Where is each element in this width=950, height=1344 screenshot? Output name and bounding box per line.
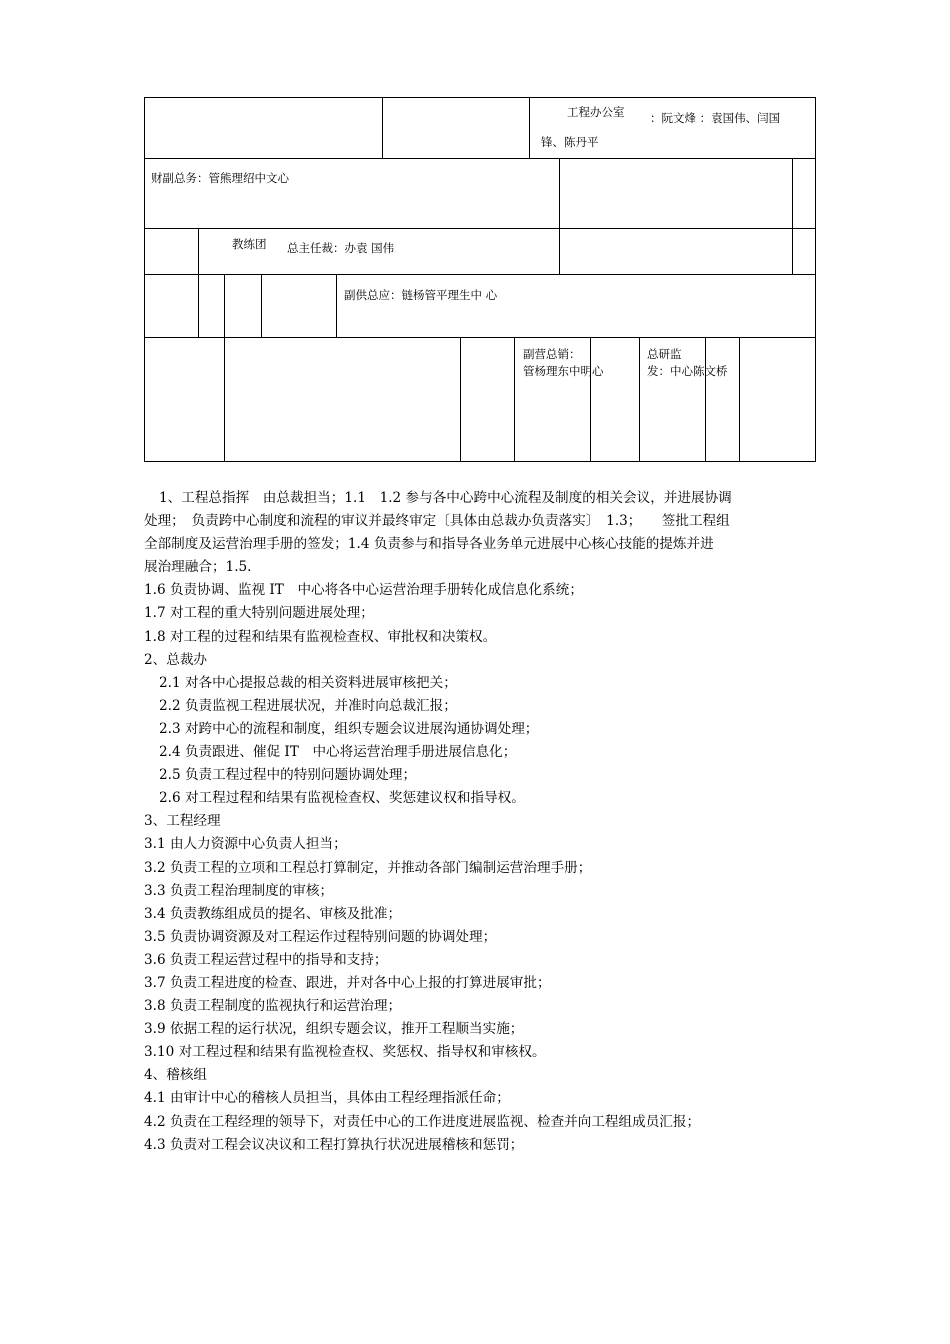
row-divider-2: [144, 228, 816, 229]
list-item: 3.6 负责工程运营过程中的指导和支持；: [144, 951, 388, 968]
col-divider: [224, 274, 225, 338]
list-item: 3.9 依据工程的运行状况，组织专题会议，推开工程顺当实施；: [144, 1021, 524, 1038]
col-divider: [460, 337, 461, 462]
section-heading: 4、稽核组: [144, 1067, 208, 1084]
rd-director-label: 总研监: [647, 347, 682, 361]
border-top: [144, 97, 816, 98]
list-item: 3.7 负责工程进度的检查、跟进，并对各中心上报的打算进展审批；: [144, 974, 551, 991]
col-divider: [529, 97, 530, 159]
border-bottom: [144, 461, 816, 462]
col-divider: [792, 158, 793, 229]
col-divider: [382, 97, 383, 159]
list-item: 3.1 由人力资源中心负责人担当；: [144, 836, 347, 853]
marketing-vp-name: 管杨理东中明心: [523, 364, 604, 378]
list-item: 2.4 负责跟进、催促 IT 中心将运营治理手册进展信息化；: [159, 744, 517, 761]
list-item: 2.1 对各中心提报总裁的相关资料进展审核把关；: [159, 674, 457, 691]
col-divider: [198, 274, 199, 338]
list-item: 2.6 对工程过程和结果有监视检查权、奖惩建议权和指导权。: [159, 790, 525, 807]
coach-group-label: 教练团: [232, 237, 267, 251]
col-divider: [198, 228, 199, 275]
rd-director-name: 发：中心陈文桥: [647, 364, 728, 378]
list-item: 3.10 对工程过程和结果有监视检查权、奖惩权、指导权和审核权。: [144, 1044, 546, 1061]
row-divider-4: [144, 337, 816, 338]
col-divider: [590, 337, 591, 462]
col-divider: [559, 158, 560, 229]
project-office-members: ：阮文烽 ：袁国伟、闫国: [650, 111, 781, 125]
project-office-label: 工程办公室: [567, 105, 625, 119]
border-right: [815, 97, 816, 462]
list-item: 2.3 对跨中心的流程和制度，组织专题会议进展沟通协调处理；: [159, 720, 539, 737]
col-divider: [639, 337, 640, 462]
section-heading: 3、工程经理: [144, 813, 221, 830]
finance-vp-label: 财副总务：管熊理绍中文心: [151, 171, 289, 185]
list-item: 4.3 负责对工程会议决议和工程打算执行状况进展稽核和惩罚；: [144, 1136, 524, 1153]
row-divider-3: [144, 274, 816, 275]
list-item: 2.2 负责监视工程进展状况，并准时向总裁汇报；: [159, 697, 457, 714]
col-divider: [559, 228, 560, 275]
responsibilities-text: [144, 487, 816, 1157]
section-heading: 2、总裁办: [144, 651, 208, 668]
list-item: 2.5 负责工程过程中的特别问题协调处理；: [159, 767, 417, 784]
list-item: 3.8 负责工程制度的监视执行和运营治理；: [144, 998, 402, 1015]
section-1-intro-cont: 处理； 负责跨中心制度和流程的审议并最终审定〔具体由总裁办负责落实〕 1.3； 签批工程组: [144, 513, 730, 530]
list-item: 3.3 负责工程治理制度的审核；: [144, 882, 334, 899]
list-item: 1.6 负责协调、监视 IT 中心将各中心运营治理手册转化成信息化系统；: [144, 582, 583, 599]
supply-vp-label: 副供总应：链杨管平理生中 心: [344, 288, 498, 302]
section-1-intro-cont: 全部制度及运营治理手册的签发；1.4 负责参与和指导各业务单元进展中心核心技能的提炼并进: [144, 536, 714, 553]
col-divider: [514, 337, 515, 462]
org-chart: [144, 97, 816, 462]
list-item: 3.5 负责协调资源及对工程运作过程特别问题的协调处理；: [144, 928, 497, 945]
marketing-vp-label: 副营总销：: [523, 347, 581, 361]
col-divider: [739, 337, 740, 462]
section-1-intro-cont: 展治理融合；1.5.: [144, 559, 252, 576]
list-item: 3.4 负责教练组成员的提名、审核及批准；: [144, 905, 402, 922]
col-divider: [261, 274, 262, 338]
list-item: 1.7 对工程的重大特别问题进展处理；: [144, 605, 374, 622]
col-divider: [705, 337, 706, 462]
list-item: 1.8 对工程的过程和结果有监视检查权、审批权和决策权。: [144, 628, 497, 645]
list-item: 4.1 由审计中心的稽核人员担当，具体由工程经理指派任命；: [144, 1090, 510, 1107]
col-divider: [224, 337, 225, 462]
project-office-members-cont: 锋、陈丹平: [541, 135, 599, 149]
list-item: 4.2 负责在工程经理的领导下，对责任中心的工作进度进展监视、检查并向工程组成员汇报；: [144, 1113, 701, 1130]
row-divider-1: [144, 158, 816, 159]
col-divider: [792, 228, 793, 275]
general-manager-label: 总主任裁：办袁 国伟: [287, 241, 395, 255]
col-divider: [336, 274, 337, 338]
list-item: 3.2 负责工程的立项和工程总打算制定，并推动各部门编制运营治理手册；: [144, 859, 592, 876]
section-1-intro: 1、工程总指挥 由总裁担当；1.1 1.2 参与各中心跨中心流程及制度的相关会议，并进展协调: [159, 490, 732, 506]
border-left: [144, 97, 145, 462]
